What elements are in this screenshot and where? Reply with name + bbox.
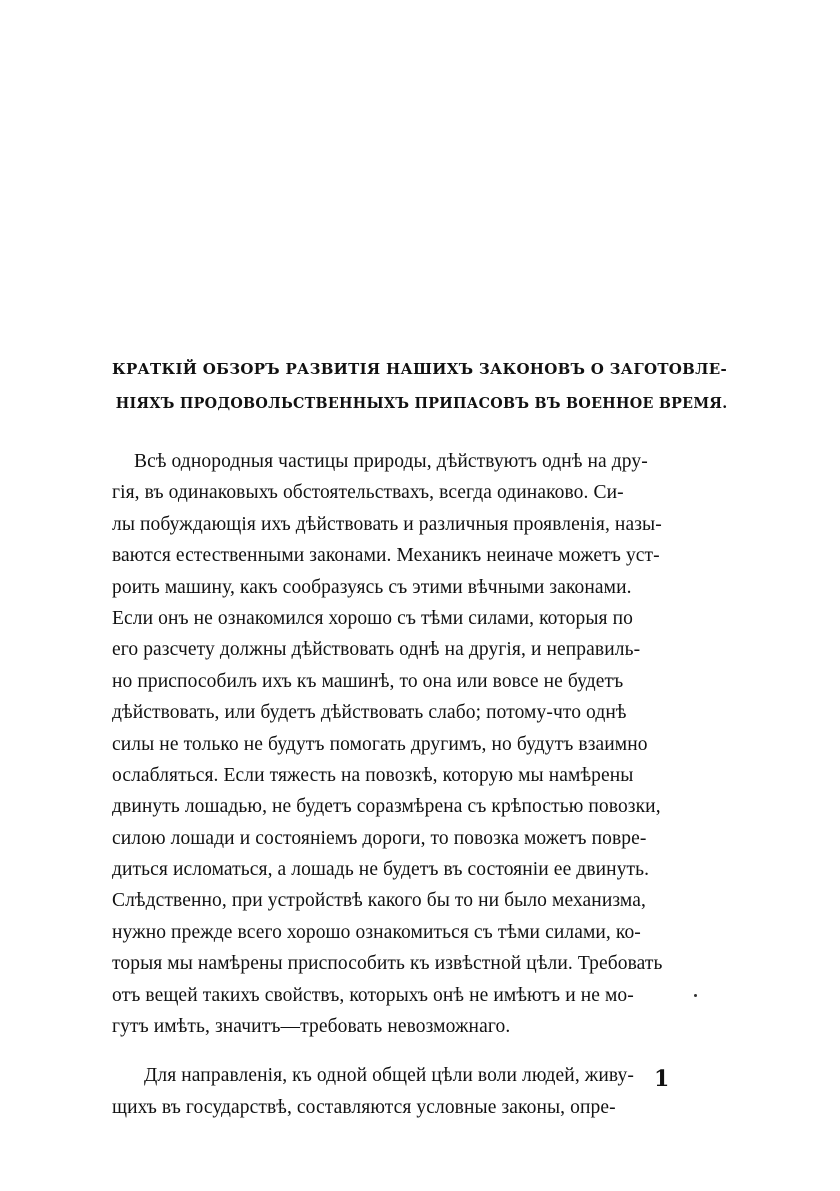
heading-line: НІЯХЪ ПРОДОВОЛЬСТВЕННЫХЪ ПРИПАСОВЪ ВЪ ВОЕННОЕ ВРЕМЯ.: [115, 394, 728, 412]
text-line: роить машину, какъ сообразуясь съ этими вѣчными законами.: [112, 576, 632, 598]
chapter-heading: [112, 352, 728, 420]
text-line: щихъ въ государствѣ, составляются условные законы, опре-: [112, 1096, 616, 1118]
body-text: [112, 446, 732, 1123]
text-line: диться исломаться, а лошадь не будетъ въ состояніи ее двинуть.: [112, 859, 650, 881]
text-line: двинуть лошадью, не будетъ соразмѣрена съ крѣпостью повозки,: [112, 796, 661, 818]
ink-speck: [694, 994, 697, 997]
heading-line: КРАТКІЙ ОБЗОРЪ РАЗВИТІЯ НАШИХЪ ЗАКОНОВЪ О ЗАГОТОВЛЕ-: [112, 360, 727, 378]
text-line: Всѣ однородныя частицы природы, дѣйствуютъ однѣ на дру-: [134, 451, 648, 472]
paragraph-gap: [112, 1042, 732, 1060]
text-line: нужно прежде всего хорошо ознакомиться съ тѣми силами, ко-: [112, 921, 641, 943]
paragraph: [112, 1060, 732, 1123]
paragraph: [112, 446, 732, 1042]
text-line: силы не только не будутъ помогать другимъ, но будутъ взаимно: [112, 733, 648, 755]
text-line: дѣйствовать, или будетъ дѣйствовать слабо; потому-что однѣ: [112, 702, 627, 724]
text-line: Для направленія, къ одной общей цѣли воли людей, живу-: [144, 1065, 634, 1087]
text-line: торыя мы намѣрены приспособить къ извѣстной цѣли. Требовать: [112, 953, 663, 975]
page-number: 1: [654, 1066, 670, 1092]
text-line: но приспособилъ ихъ къ машинѣ, то она или вовсе не будетъ: [112, 670, 624, 692]
text-line: гутъ имѣть, значитъ—требовать невозможнаго.: [112, 1016, 511, 1038]
text-line: Если онъ не ознакомился хорошо съ тѣми силами, которыя по: [112, 607, 633, 629]
text-line: лы побуждающія ихъ дѣйствовать и различныя проявленія, назы-: [112, 513, 662, 535]
text-line: силою лошади и состояніемъ дороги, то повозка можетъ повре-: [112, 827, 647, 849]
text-line: ваются естественными законами. Механикъ неиначе можетъ уст-: [112, 545, 660, 567]
text-line: ослабляться. Если тяжесть на повозкѣ, которую мы намѣрены: [112, 764, 634, 786]
text-line: отъ вещей такихъ свойствъ, которыхъ онѣ не имѣютъ и не мо-: [112, 984, 634, 1006]
text-line: его разсчету должны дѣйствовать однѣ на другія, и неправиль-: [112, 639, 641, 661]
text-line: гія, въ одинаковыхъ обстоятельствахъ, всегда одинаково. Си-: [112, 482, 624, 504]
text-line: Слѣдственно, при устройствѣ какого бы то ни было механизма,: [112, 890, 646, 912]
